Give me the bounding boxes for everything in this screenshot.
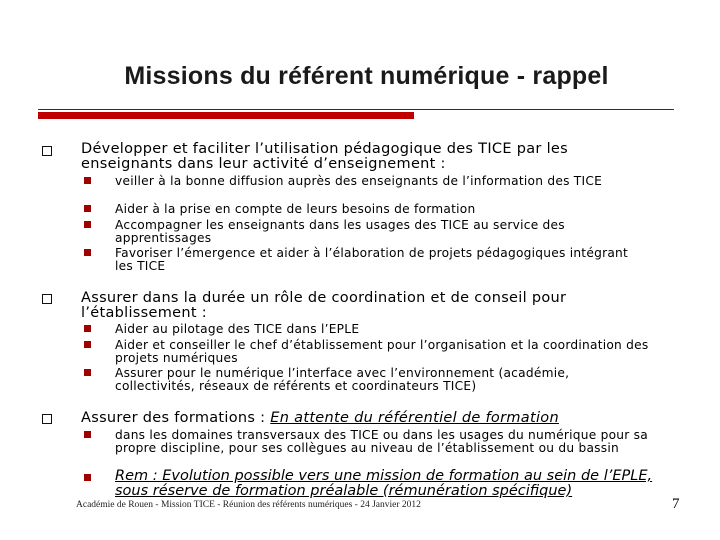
section-2-item-1: Aider au pilotage des TICE dans l’EPLE <box>115 322 360 336</box>
filled-square-bullet-icon <box>84 474 91 481</box>
section-3-heading-note: En attente du référentiel de formation <box>270 410 559 426</box>
slide-title: Missions du référent numérique - rappel <box>124 62 609 90</box>
filled-square-bullet-icon <box>84 369 91 376</box>
title-underline-thin <box>38 109 674 110</box>
filled-square-bullet-icon <box>84 431 91 438</box>
hollow-square-bullet-icon <box>42 294 52 304</box>
filled-square-bullet-icon <box>84 325 91 332</box>
section-2-heading: Assurer dans la durée un rôle de coordination et de conseil pour l’établissement : <box>81 290 567 321</box>
section-1-item-4: Favoriser l’émergence et aider à l’élaboration de projets pédagogiques intégrant les TICE <box>115 246 629 273</box>
filled-square-bullet-icon <box>84 221 91 228</box>
section-3-heading-text: Assurer des formations : <box>81 410 266 426</box>
section-3-item-1: dans les domaines transversaux des TICE ou dans les usages du numérique pour sa propre discipline, pour ses collègues au niveau de l’établissement ou du bassin <box>115 428 648 455</box>
page-number: 7 <box>672 496 680 512</box>
section-2-item-3: Assurer pour le numérique l’interface avec l’environnement (académie, collectivités, réseaux de référents et coordinateurs TICE) <box>115 366 570 393</box>
filled-square-bullet-icon <box>84 249 91 256</box>
section-1-item-2: Aider à la prise en compte de leurs besoins de formation <box>115 202 476 216</box>
filled-square-bullet-icon <box>84 177 91 184</box>
section-3-rem: Rem : Evolution possible vers une mission de formation au sein de l’EPLE, sous réserve de formation préalable (rémunération spécifique) <box>115 468 653 499</box>
hollow-square-bullet-icon <box>42 414 52 424</box>
hollow-square-bullet-icon <box>42 146 52 156</box>
filled-square-bullet-icon <box>84 205 91 212</box>
section-1-heading: Développer et faciliter l’utilisation pédagogique des TICE par les enseignants dans leur activité d’enseignement : <box>81 141 568 172</box>
filled-square-bullet-icon <box>84 341 91 348</box>
section-1-item-3: Accompagner les enseignants dans les usages des TICE au service des apprentissages <box>115 218 565 245</box>
footer-text: Académie de Rouen - Mission TICE - Réunion des référents numériques - 24 Janvier 2012 <box>76 500 421 510</box>
section-3-heading <box>81 411 661 426</box>
title-underline-thick <box>38 112 414 119</box>
section-2-item-2: Aider et conseiller le chef d’établissement pour l’organisation et la coordination des projets numériques <box>115 338 649 365</box>
section-1-item-1: veiller à la bonne diffusion auprès des enseignants de l’information des TICE <box>115 174 603 188</box>
